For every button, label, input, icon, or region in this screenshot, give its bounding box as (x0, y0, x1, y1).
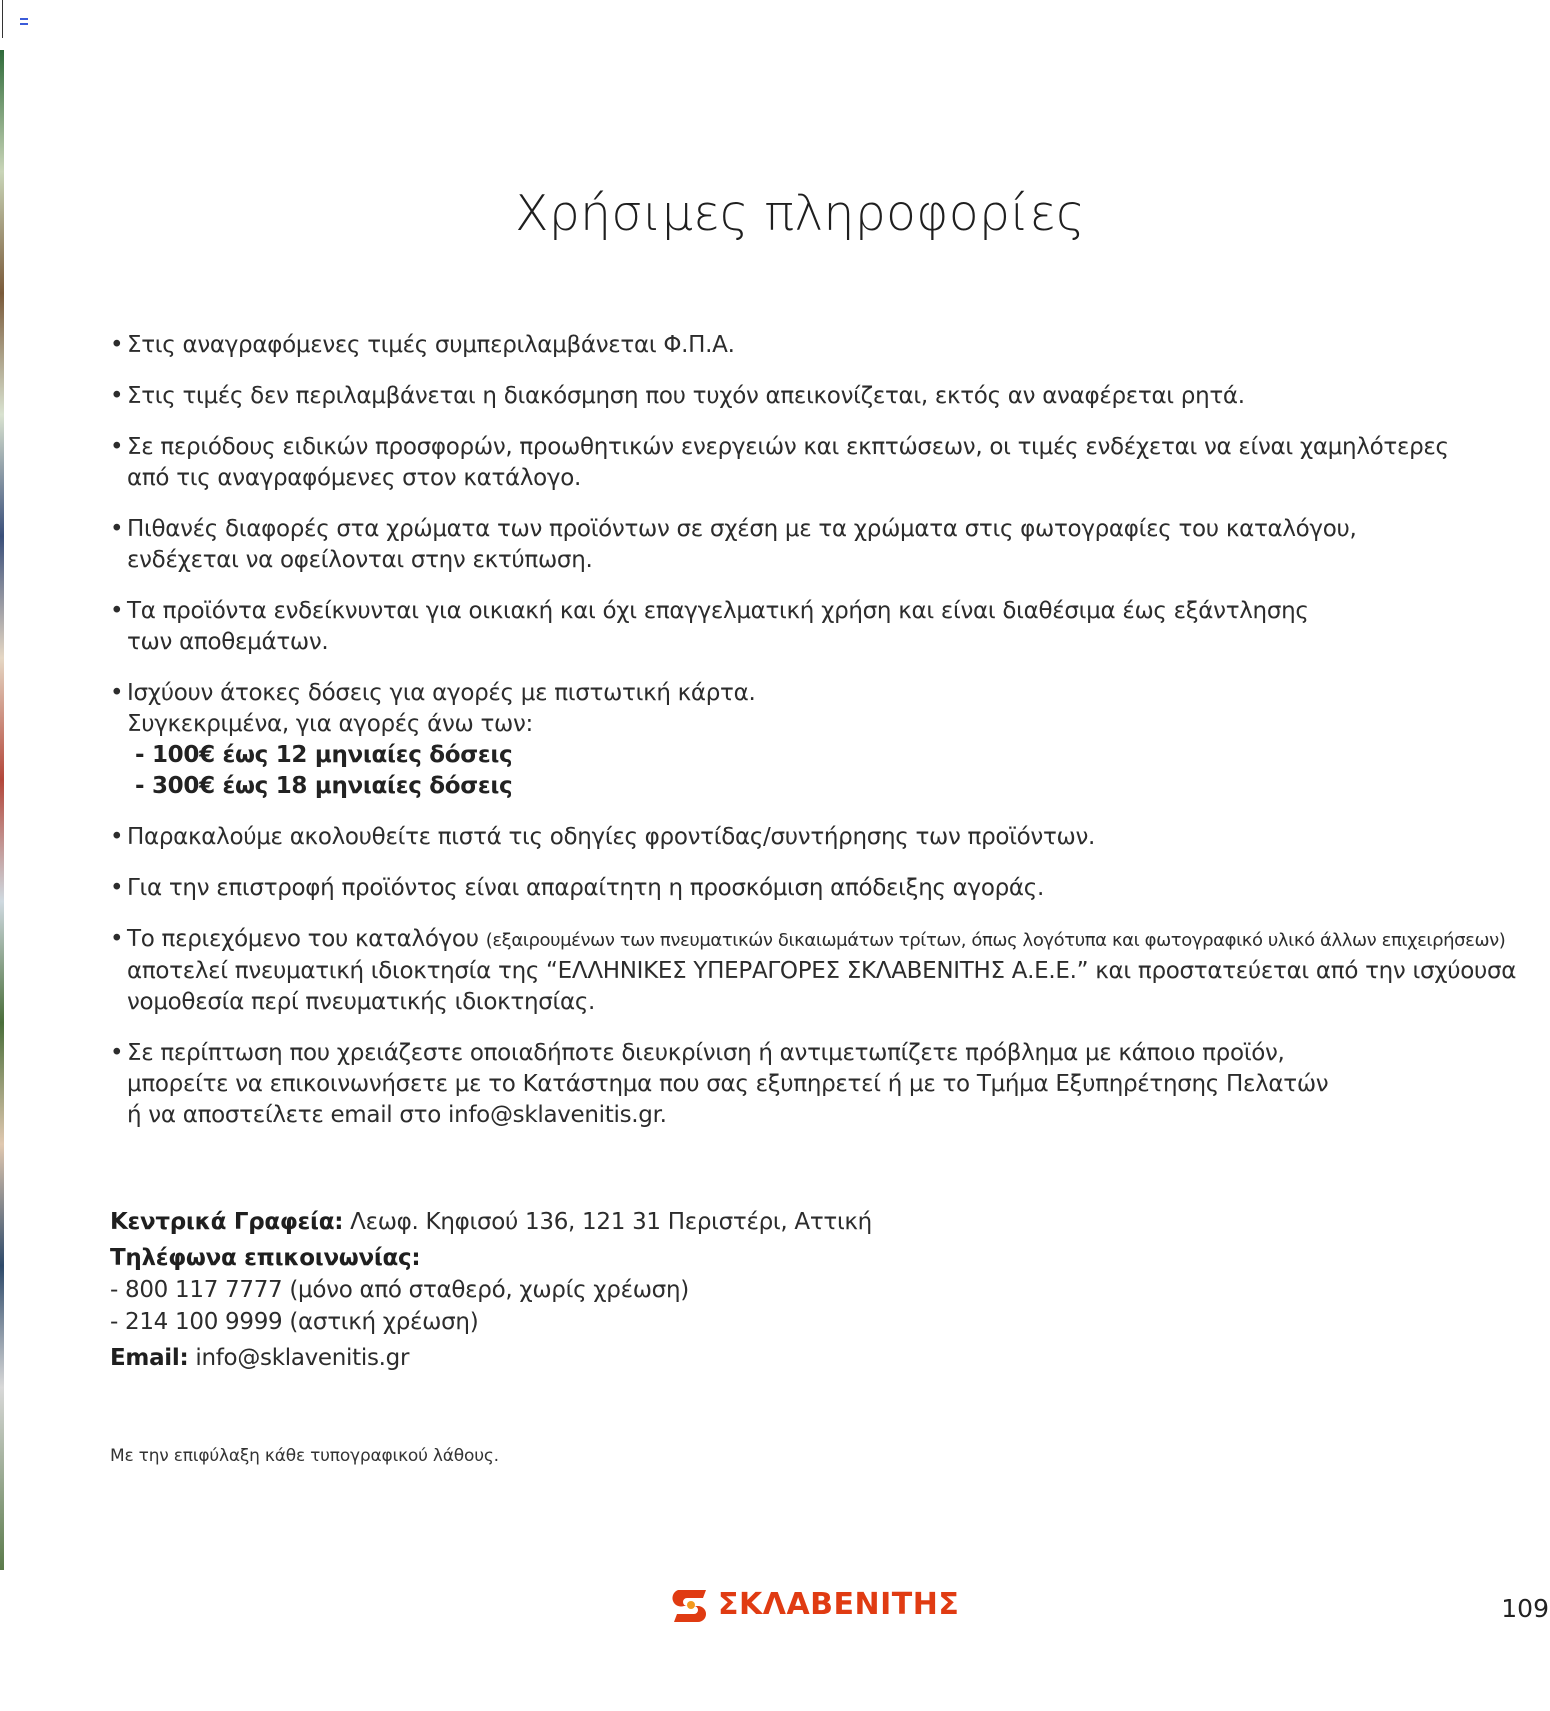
page-edge-line (2, 0, 3, 38)
brand-logo (672, 1587, 959, 1622)
bullet-line: των αποθεμάτων. (127, 629, 329, 655)
email-address: info@sklavenitis.gr (188, 1345, 410, 1371)
bullet-line: από τις αναγραφόμενες στον κατάλογο. (127, 465, 582, 491)
bullet-line: • Παρακαλούμε ακολουθείτε πιστά τις οδηγίες φροντίδας/συντήρησης των προϊόντων. (127, 824, 1096, 850)
bullet-installments (110, 678, 1510, 802)
headquarters-label: Κεντρικά Γραφεία: (110, 1209, 344, 1235)
bullet-line (127, 924, 1510, 956)
info-bullet-list (110, 330, 1517, 1151)
bullet-line: • Πιθανές διαφορές στα χρώματα των προϊόντων σε σχέση με τα χρώματα στις φωτογραφίες του καταλόγου, (127, 516, 1357, 542)
corner-mark-icon (20, 18, 28, 25)
bullet-care (110, 822, 1510, 853)
bullet-line: αποτελεί πνευματική ιδιοκτησία της “ΕΛΛΗΝΙΚΕΣ ΥΠΕΡΑΓΟΡΕΣ ΣΚΛΑΒΕΝΙΤΗΣ Α.Ε.Ε.” και προστατεύεται από την ισχύουσα (127, 958, 1517, 984)
headquarters-row (110, 1206, 872, 1238)
contact-block (110, 1206, 872, 1374)
bullet-offers (110, 432, 1510, 494)
email-label: Email: (110, 1345, 189, 1371)
bullet-household-use (110, 596, 1510, 658)
copyright-exclusion-note: (εξαιρουμένων των πνευματικών δικαιωμάτων τρίτων, όπως λογότυπα και φωτογραφικό υλικό άλλων επιχειρήσεων) (485, 930, 1506, 951)
phone-number-free: - 800 117 7777 (μόνο από σταθερό, χωρίς χρέωση) (110, 1277, 689, 1303)
bullet-colors (110, 514, 1510, 576)
bullet-line: • Σε περίπτωση που χρειάζεστε οποιαδήποτε διευκρίνιση ή αντιμετωπίζετε πρόβλημα με κάποιο προϊόν, (127, 1040, 1285, 1066)
email-row (110, 1342, 872, 1374)
installment-tier: - 300€ έως 18 μηνιαίες δόσεις (135, 773, 513, 799)
page-number: 109 (1501, 1594, 1549, 1623)
bullet-vat (110, 330, 1510, 361)
typo-disclaimer: Με την επιφύλαξη κάθε τυπογραφικού λάθους. (110, 1446, 499, 1466)
installment-tier: - 100€ έως 12 μηνιαίες δόσεις (135, 742, 513, 768)
phone-number-local: - 214 100 9999 (αστική χρέωση) (110, 1309, 479, 1335)
bullet-line: Συγκεκριμένα, για αγορές άνω των: (127, 711, 534, 737)
bullet-line: • Σε περιόδους ειδικών προσφορών, προωθητικών ενεργειών και εκπτώσεων, οι τιμές ενδέχεται να είναι χαμηλότερες (127, 434, 1449, 460)
bullet-line: • Στις τιμές δεν περιλαμβάνεται η διακόσμηση που τυχόν απεικονίζεται, εκτός αν αναφέρεται ρητά. (127, 383, 1245, 409)
copyright-lead: Το περιεχόμενο του καταλόγου (127, 926, 479, 952)
bullet-returns (110, 873, 1510, 904)
bullet-line: ενδέχεται να οφείλονται στην εκτύπωση. (127, 547, 593, 573)
bullet-copyright (110, 924, 1517, 1018)
bullet-line: • Για την επιστροφή προϊόντος είναι απαραίτητη η προσκόμιση απόδειξης αγοράς. (127, 875, 1044, 901)
brand-mark-icon (672, 1588, 710, 1622)
bullet-line: • Ισχύουν άτοκες δόσεις για αγορές με πιστωτική κάρτα. (127, 680, 756, 706)
bullet-line: • Στις αναγραφόμενες τιμές συμπεριλαμβάνεται Φ.Π.Α. (127, 332, 735, 358)
previous-page-edge-strip (0, 50, 4, 1570)
bullet-line: νομοθεσία περί πνευματικής ιδιοκτησίας. (127, 989, 596, 1015)
bullet-decoration (110, 381, 1510, 412)
bullet-line: • Τα προϊόντα ενδείκνυνται για οικιακή και όχι επαγγελματική χρήση και είναι διαθέσιμα έως εξάντλησης (127, 598, 1309, 624)
bullet-support (110, 1038, 1510, 1131)
page-title: Χρήσιμες πληροφορίες (514, 185, 1085, 242)
brand-wordmark: ΣΚΛΑΒΕΝΙΤΗΣ (718, 1587, 960, 1622)
phones-label-row (110, 1242, 872, 1274)
headquarters-address: Λεωφ. Κηφισού 136, 121 31 Περιστέρι, Αττική (343, 1209, 872, 1235)
phones-label: Τηλέφωνα επικοινωνίας: (110, 1245, 421, 1271)
bullet-line: μπορείτε να επικοινωνήσετε με το Κατάστημα που σας εξυπηρετεί ή με το Τμήμα Εξυπηρέτησης Πελατών (127, 1071, 1329, 1097)
bullet-line: ή να αποστείλετε email στο info@sklavenitis.gr. (127, 1102, 667, 1128)
